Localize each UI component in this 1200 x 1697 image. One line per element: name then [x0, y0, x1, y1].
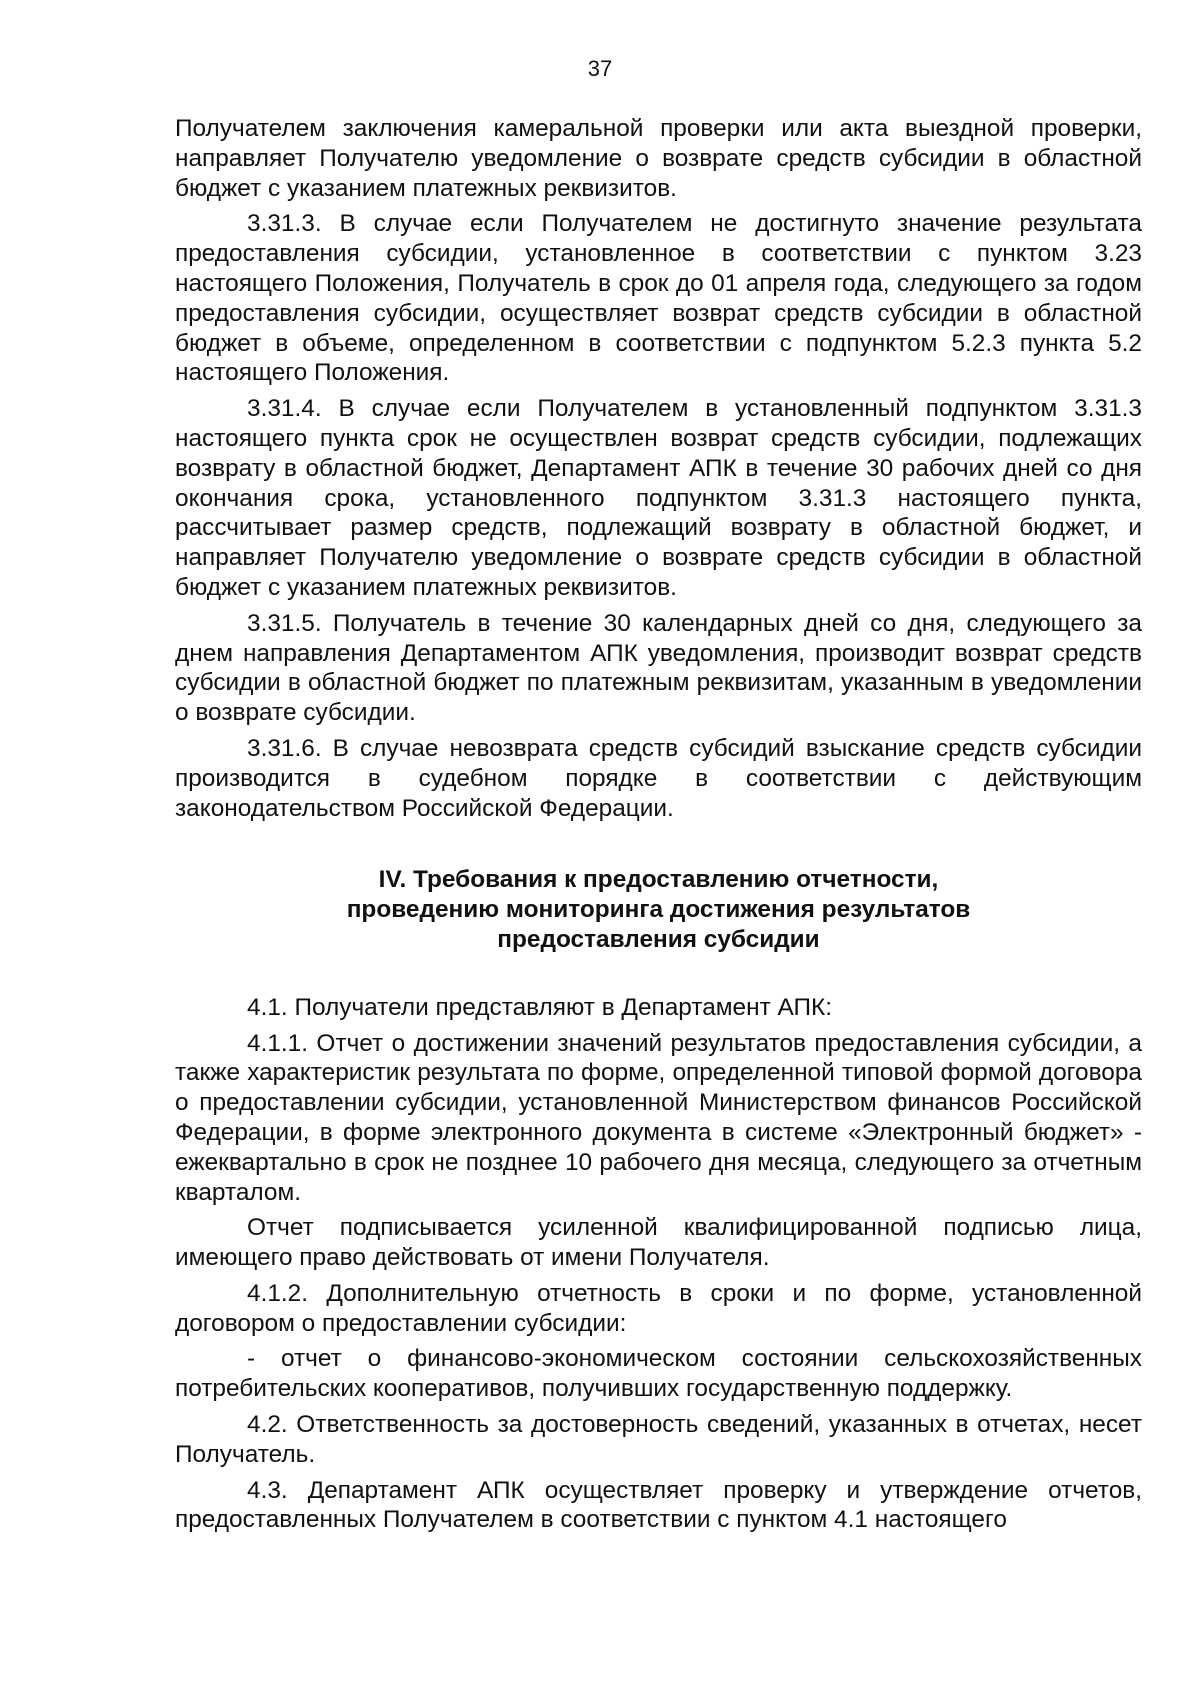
paragraph-3-31-6: 3.31.6. В случае невозврата средств субсидий взыскание средств субсидии производится в судебном порядке в соответствии с действующим законодательством Российской Федерации. [175, 734, 1142, 822]
paragraph: Получателем заключения камеральной проверки или акта выездной проверки, направляет Получателю уведомление о возврате средств субсидии в областной бюджет с указанием платежных реквизитов. [175, 115, 1142, 202]
page-number: 37 [587, 56, 613, 81]
paragraph-4-1-2: 4.1.2. Дополнительную отчетность в сроки и по форме, установленной договором о предоставлении субсидии: [175, 1279, 1142, 1337]
paragraph-signature-note: Отчет подписывается усиленной квалифицированной подписью лица, имеющего право действовать от имени Получателя. [175, 1214, 1142, 1272]
paragraph-4-3: 4.3. Департамент АПК осуществляет проверку и утверждение отчетов, предоставленных Получателем в соответствии с пунктом 4.1 настоящего [175, 1476, 1142, 1534]
paragraph-4-1-1: 4.1.1. Отчет о достижении значений результатов предоставления субсидии, а также характеристик результата по форме, определенной типовой формой договора о предоставлении субсидии, установленной Министерством финансов Российской Федерации, в форме электронного документа в системе «Электронный бюджет» - ежеквартально в срок не позднее 10 рабочего дня месяца, следующего за отчетным кварталом. [175, 1029, 1142, 1206]
section-heading-line: IV. Требования к предоставлению отчетности, [378, 866, 939, 894]
paragraph-3-31-5: 3.31.5. Получатель в течение 30 календарных дней со дня, следующего за днем направления Департаментом АПК уведомления, производит возврат средств субсидии в областной бюджет по платежным реквизитам, указанным в уведомлении о возврате субсидии. [175, 609, 1142, 727]
paragraph-4-1: 4.1. Получатели представляют в Департамент АПК: [247, 993, 833, 1021]
paragraph-4-2: 4.2. Ответственность за достоверность сведений, указанных в отчетах, несет Получатель. [175, 1411, 1142, 1468]
section-heading-line: проведению мониторинга достижения результатов [346, 896, 971, 924]
document-body [175, 114, 1142, 1541]
section-heading [175, 865, 1142, 954]
paragraph-3-31-3: 3.31.3. В случае если Получателем не достигнуто значение результата предоставления субсидии, установленное в соответствии с пунктом 3.23 настоящего Положения, Получатель в срок до 01 апреля года, следующего за годом предоставления субсидии, осуществляет возврат средств субсидии в областной бюджет в объеме, определенном в соответствии с подпунктом 5.2.3 пункта 5.2 настоящего Положения. [175, 210, 1142, 387]
section-heading-line: предоставления субсидии [497, 925, 820, 953]
paragraph-list-item: - отчет о финансово-экономическом состоянии сельскохозяйственных потребительских кооперативов, получивших государственную поддержку. [175, 1345, 1142, 1403]
paragraph-3-31-4: 3.31.4. В случае если Получателем в установленный подпунктом 3.31.3 настоящего пункта срок не осуществлен возврат средств субсидии, подлежащих возврату в областной бюджет, Департамент АПК в течение 30 рабочих дней со дня окончания срока, установленного подпунктом 3.31.3 настоящего пункта, рассчитывает размер средств, подлежащий возврату в областной бюджет, и направляет Получателю уведомление о возврате средств субсидии в областной бюджет с указанием платежных реквизитов. [175, 395, 1142, 601]
